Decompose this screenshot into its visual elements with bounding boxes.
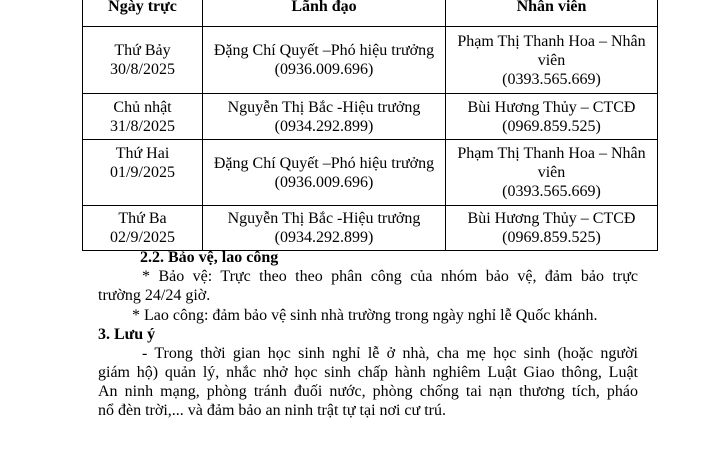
- leader-phone: (0936.009.696): [274, 61, 374, 78]
- table-row: [83, 206, 658, 251]
- duty-schedule-table: [82, 0, 658, 251]
- table-row: [83, 94, 658, 140]
- leader-name: Đặng Chí Quyết –Phó hiệu trưởng: [213, 154, 435, 172]
- table-row: [83, 27, 658, 94]
- guard-duty-text: * Bảo vệ: Trực theo theo phân công của nhóm bảo vệ, đảm bảo trực: [142, 268, 638, 285]
- leader-phone: (0936.009.696): [274, 173, 374, 191]
- staff-phone: (0393.565.669): [502, 183, 601, 200]
- leader-phone: (0934.292.899): [274, 117, 374, 135]
- leader-cell: [203, 94, 446, 140]
- janitor-duty-text: * Lao công: đảm bảo vệ sinh nhà trường trong ngày nghỉ lễ Quốc khánh.: [132, 307, 598, 324]
- staff-phone: (0393.565.669): [502, 70, 601, 88]
- day-cell: [83, 140, 203, 206]
- leader-cell: [203, 206, 446, 251]
- guard-duty-text-cont: trường 24/24 giờ.: [98, 287, 211, 304]
- header-leader: Lãnh đạo: [203, 0, 446, 27]
- notes-paragraph-line: nổ đèn trời,... và đảm bảo an ninh trật tự tại nơi cư trú.: [98, 402, 446, 419]
- day-date: 31/8/2025: [110, 117, 175, 135]
- day-name: Thứ Ba: [118, 210, 167, 227]
- staff-cell: [446, 206, 658, 251]
- table-row: [83, 140, 658, 206]
- staff-name: Bùi Hương Thủy – CTCĐ: [467, 210, 636, 227]
- staff-cell: [446, 140, 658, 206]
- staff-name: Bùi Hương Thủy – CTCĐ: [467, 98, 636, 116]
- day-date: 01/9/2025: [110, 164, 175, 181]
- leader-name: Nguyễn Thị Bắc -Hiệu trưởng: [227, 210, 421, 227]
- day-cell: [83, 206, 203, 251]
- day-cell: [83, 27, 203, 94]
- staff-name-cont: viên: [537, 51, 566, 69]
- staff-phone: (0969.859.525): [502, 229, 601, 246]
- day-name: Thứ Bảy: [114, 42, 171, 59]
- leader-name: Đặng Chí Quyết –Phó hiệu trưởng: [213, 42, 435, 59]
- day-name: Chủ nhật: [113, 98, 172, 116]
- notes-paragraph-line: giám hộ) quản lý, nhắc nhở học sinh chấp hành nghiêm Luật Giao thông, Luật: [98, 364, 638, 381]
- day-date: 02/9/2025: [110, 229, 175, 246]
- day-name: Thứ Hai: [115, 145, 170, 162]
- section-heading-guards: 2.2. Bảo vệ, lao công: [140, 249, 279, 266]
- section-heading-notes: 3. Lưu ý: [98, 326, 156, 343]
- table-header-row: [83, 0, 658, 27]
- staff-name: Phạm Thị Thanh Hoa – Nhân: [457, 145, 646, 162]
- leader-name: Nguyễn Thị Bắc -Hiệu trưởng: [227, 98, 421, 116]
- header-day: Ngày trực: [83, 0, 203, 27]
- leader-cell: [203, 140, 446, 206]
- staff-name-cont: viên: [537, 164, 566, 181]
- leader-phone: (0934.292.899): [274, 229, 374, 246]
- staff-name: Phạm Thị Thanh Hoa – Nhân: [457, 32, 646, 50]
- staff-cell: [446, 27, 658, 94]
- day-cell: [83, 94, 203, 140]
- day-date: 30/8/2025: [110, 61, 175, 78]
- staff-phone: (0969.859.525): [502, 117, 601, 135]
- header-staff: Nhân viên: [446, 0, 658, 27]
- staff-cell: [446, 94, 658, 140]
- notes-paragraph-line: - Trong thời gian học sinh nghỉ lễ ở nhà, cha mẹ học sinh (hoặc người: [142, 345, 638, 362]
- notes-paragraph-line: An ninh mạng, phòng tránh đuối nước, phòng chống tai nạn thương tích, pháo: [98, 383, 638, 400]
- leader-cell: [203, 27, 446, 94]
